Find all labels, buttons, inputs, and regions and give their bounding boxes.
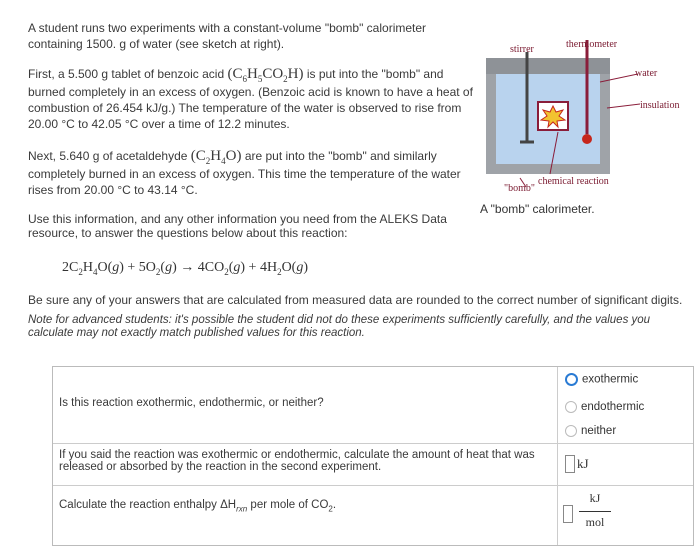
exp2-line-3: rises from 20.00 °C to 43.14 °C. (28, 183, 198, 197)
experiment-1-text (28, 66, 473, 132)
stirrer-label: stirrer (510, 44, 534, 55)
endothermic-radio[interactable] (565, 401, 577, 413)
question-3-co2-sub: 2 (328, 504, 333, 514)
exp1-line-3: combustion of 26.454 kJ/g.) The temperature of the water is observed to rise from (28, 101, 462, 115)
question-3-text-b: per mole of CO (250, 499, 329, 511)
benzoic-acid-formula: $(C_6H_5CO_2H)$ (227, 66, 304, 84)
question-2-line-2: released or absorbed by the reaction in the second experiment. (59, 461, 382, 473)
enthalpy-unit-denominator: mol (585, 515, 605, 529)
exp2-line-1b: are put into the "bomb" and similarly (244, 149, 437, 163)
question-3-rxn-sub: rxn (236, 504, 248, 514)
question-2-line-1: If you said the reaction was exothermic or endothermic, calculate the amount of heat that was (59, 449, 535, 461)
question-3-text-a: Calculate the reaction enthalpy ΔH (59, 499, 237, 511)
enthalpy-unit-fraction-bar (579, 511, 611, 512)
endothermic-label: endothermic (581, 401, 645, 414)
neither-option[interactable] (565, 425, 616, 437)
exp1-line-2: burned completely in an excess of oxygen. (Benzoic acid is known to have a heat of (28, 85, 473, 99)
endothermic-option[interactable] (565, 401, 644, 413)
enthalpy-answer-input[interactable] (563, 505, 573, 523)
exothermic-label: exothermic (582, 373, 639, 386)
enthalpy-unit-numerator: kJ (589, 491, 601, 505)
diagram-caption: A "bomb" calorimeter. (480, 202, 595, 216)
neither-radio[interactable] (565, 425, 577, 437)
exothermic-option[interactable] (565, 373, 638, 386)
use-info-line-2: resource, to answer the questions below about this reaction: (28, 226, 348, 240)
bomb-label: "bomb" (504, 183, 535, 194)
intro-line-2: containing 1500. g of water (see sketch at right). (28, 37, 285, 51)
advanced-note (28, 314, 650, 340)
bomb-calorimeter-diagram (480, 22, 690, 222)
heat-unit-label: kJ (577, 456, 589, 471)
question-1-text: Is this reaction exothermic, endothermic, or neither? (59, 397, 324, 409)
intro-line-1: A student runs two experiments with a constant-volume "bomb" calorimeter (28, 21, 427, 35)
insulation-label: insulation (640, 100, 680, 111)
sigfig-note: Be sure any of your answers that are calculated from measured data are rounded to the correct number of significant digits. (28, 293, 683, 307)
exp1-line-4: 20.00 °C to 42.05 °C over a time of 12.2 minutes. (28, 117, 290, 131)
exothermic-radio[interactable] (565, 373, 578, 386)
use-info-line-1: Use this information, and any other information you need from the ALEKS Data (28, 212, 447, 226)
thermometer-label: thermometer (566, 39, 618, 50)
use-info-text (28, 212, 447, 240)
question-3-text: Calculate the reaction enthalpy $\Delta H_{rxn}$ per mole of $CO_2$. (59, 499, 337, 514)
exp1-line-1a: First, a 5.500 g tablet of benzoic acid (28, 67, 225, 81)
water-label: water (635, 68, 658, 79)
intro-text (28, 20, 426, 52)
question-table (52, 366, 694, 546)
reaction-equation: $2C_2H_4O(g) + 5O_2(g) \to 4CO_2(g) + 4H_2O(g)$ (62, 260, 309, 277)
advanced-note-line-1: Note for advanced students: it's possible the student did not do these experiments sufficiently carefully, and the values you (28, 314, 651, 326)
neither-label: neither (581, 425, 617, 438)
advanced-note-line-2: calculate may not exactly match published values for this reaction. (28, 327, 365, 339)
acetaldehyde-formula: $(C_2H_4O)$ (190, 148, 242, 166)
chemical-reaction-label: chemical reaction (538, 176, 609, 187)
exp1-line-1b: is put into the "bomb" and (306, 67, 444, 81)
question-2-text (59, 449, 535, 473)
exp2-line-2: completely burned in an excess of oxygen. This time the temperature of the water (28, 167, 461, 181)
experiment-2-text (28, 148, 461, 198)
exp2-line-1a: Next, 5.640 g of acetaldehyde (28, 149, 188, 163)
heat-answer-input[interactable] (565, 455, 575, 473)
